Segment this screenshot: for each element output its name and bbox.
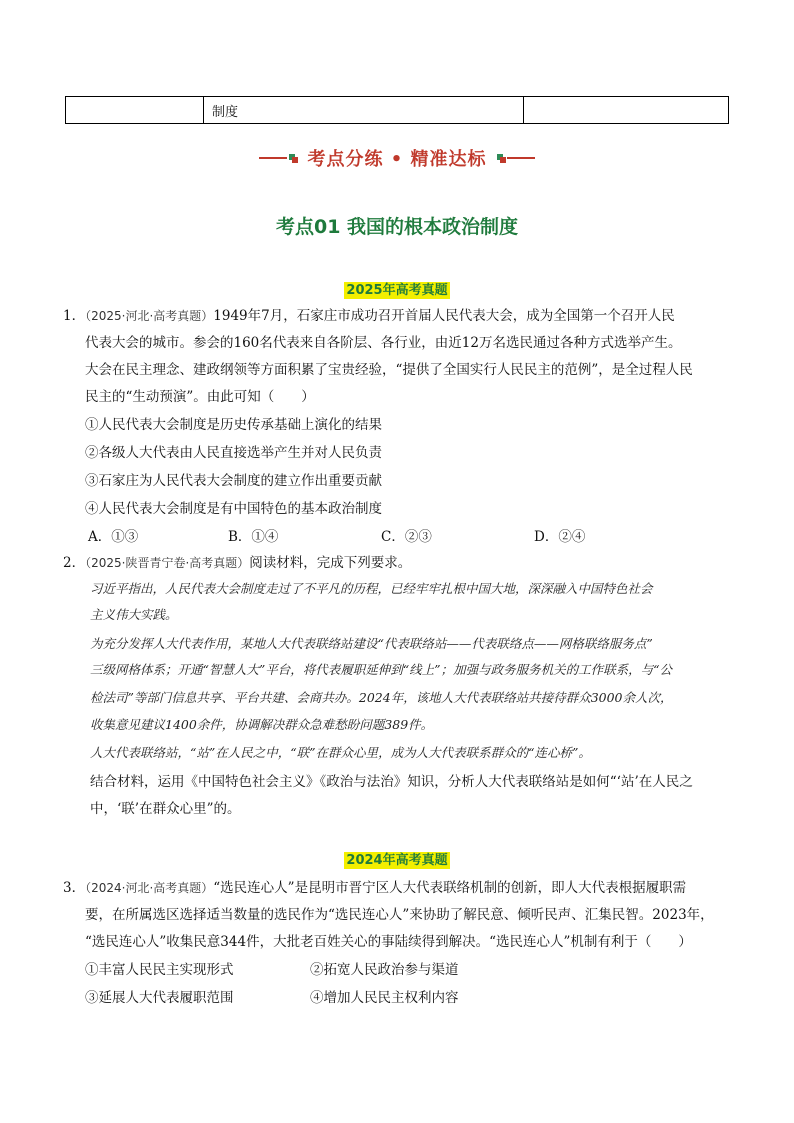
statement-item: ③延展人大代表履职范围: [85, 990, 234, 1006]
question-text: 1949年7月，石家庄市成功召开首届人民代表大会，成为全国第一个召开人民: [213, 308, 675, 324]
year-label-text: 2024年高考真题: [346, 853, 448, 868]
banner-rule-right: [507, 157, 535, 159]
question-text: “选民连心人”是昆明市晋宁区人大代表联络机制的创新，即人大代表根据履职需: [213, 880, 687, 896]
statement-item: ①人民代表大会制度是历史传承基础上演化的结果: [85, 417, 382, 433]
question-text: 大会在民主理念、建政纲领等方面积累了宝贵经验，“提供了全国实行人民民主的范例”，是全过程人民: [85, 362, 693, 378]
question-source: （2024·河北·高考真题）: [85, 881, 214, 895]
year-label: [0, 279, 794, 298]
banner-square-icon: [289, 154, 297, 162]
table-cell: 制度: [204, 97, 524, 123]
statement-item: ①丰富人民民主实现形式: [85, 962, 234, 978]
question-number: 1．: [63, 308, 86, 324]
material-text: 人大代表联络站，“站”在人民之中，“联”在群众心里，成为人大代表联系群众的“连心桥”。: [90, 745, 591, 760]
question-text: “选民连心人”收集民意344件，大批老百姓关心的事陆续得到解决。“选民连心人”机制有利于（ ）: [85, 934, 692, 950]
question-intro: 阅读材料，完成下列要求。: [249, 555, 412, 571]
question-number: 2．: [63, 555, 86, 571]
question-source: （2025·河北·高考真题）: [85, 309, 214, 323]
material-text: 收集意见建议1400余件，协调解决群众急难愁盼问题389件。: [90, 717, 434, 732]
statement-item: ②拓宽人民政治参与渠道: [310, 962, 459, 978]
section-banner: [0, 140, 794, 176]
statement-item: ④增加人民民主权利内容: [310, 990, 459, 1006]
choice-c: C．②③: [381, 529, 432, 545]
material-text: 习近平指出，人民代表大会制度走过了不平凡的历程，已经牢牢扎根中国大地，深深融入中国特色社会: [90, 581, 653, 596]
statement-item: ②各级人大代表由人民直接选举产生并对人民负责: [85, 445, 382, 461]
question-text: 代表大会的城市。参会的160名代表来自各阶层、各行业，由近12万名选民通过各种方式选举产生。: [85, 335, 682, 351]
year-label-text: 2025年高考真题: [346, 283, 448, 298]
material-text: 三级网格体系；开通“智慧人大”平台，将代表履职延伸到“线上”；加强与政务服务机关的工作联系，与“公: [90, 662, 672, 677]
table-cell: [66, 97, 204, 123]
question-text: 民主的“生动预演”。由此可知（ ）: [85, 389, 315, 405]
question-text: 要，在所属选区选择适当数量的选民作为“选民连心人”来协助了解民意、倾听民声、汇集民智。2023年，: [85, 907, 714, 923]
statement-item: ③石家庄为人民代表大会制度的建立作出重要贡献: [85, 473, 382, 489]
choice-b: B．①④: [228, 529, 279, 545]
task-text: 中，‘联’在群众心里”的。: [90, 801, 241, 817]
material-text: 检法司”等部门信息共享、平台共建、会商共办。2024年，该地人大代表联络站共接待群众3000余人次，: [90, 690, 673, 705]
question-3-line: [63, 876, 686, 896]
question-number: 3．: [63, 880, 86, 896]
statement-item: ④人民代表大会制度是有中国特色的基本政治制度: [85, 501, 382, 517]
question-source: （2025·陕晋青宁卷·高考真题）: [85, 556, 250, 570]
banner-title: 考点分练 • 精准达标: [307, 149, 487, 170]
material-text: 主义伟大实践。: [90, 607, 178, 622]
question-2-line: [63, 551, 411, 571]
question-1-line: [63, 304, 675, 324]
top-table: [65, 96, 729, 124]
table-cell: [524, 97, 728, 123]
material-text: 为充分发挥人大代表作用，某地人大代表联络站建设“代表联络站——代表联络点——网格联络服务点”: [90, 636, 653, 651]
section-title: 考点01 我国的根本政治制度: [275, 216, 519, 238]
choice-d: D．②④: [534, 529, 586, 545]
banner-square-icon: [497, 154, 505, 162]
year-label: [0, 849, 794, 868]
choice-a: A．①③: [88, 529, 139, 545]
banner-rule-left: [259, 157, 287, 159]
task-text: 结合材料，运用《中国特色社会主义》《政治与法治》知识，分析人大代表联络站是如何“‘站’在人民之: [90, 774, 693, 790]
